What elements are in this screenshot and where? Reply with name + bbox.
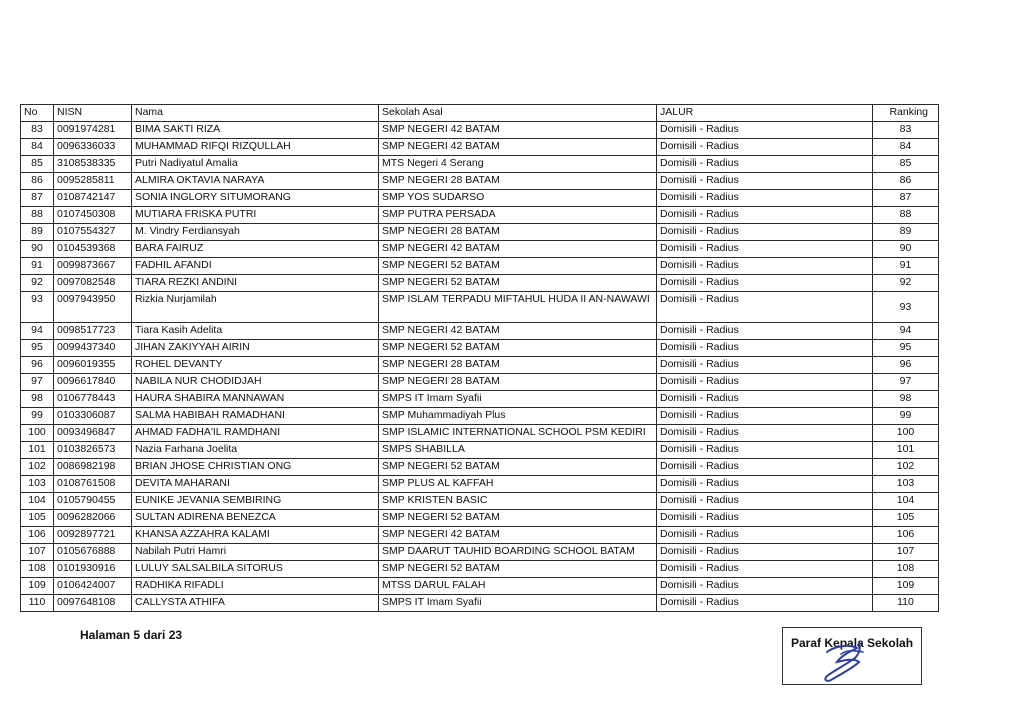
cell-no: 107: [21, 544, 54, 561]
cell-sekolah-asal: MTSS DARUL FALAH: [379, 578, 657, 595]
cell-no: 101: [21, 442, 54, 459]
table-row: [21, 544, 939, 561]
cell-no: 108: [21, 561, 54, 578]
cell-ranking: 94: [873, 323, 939, 340]
cell-sekolah-asal: SMP NEGERI 52 BATAM: [379, 340, 657, 357]
cell-jalur: Domisili - Radius: [657, 442, 873, 459]
cell-jalur: Domisili - Radius: [657, 323, 873, 340]
table-row: [21, 476, 939, 493]
header-jalur: JALUR: [657, 105, 873, 122]
cell-ranking: 103: [873, 476, 939, 493]
cell-ranking: 100: [873, 425, 939, 442]
cell-jalur: Domisili - Radius: [657, 374, 873, 391]
header-ranking: Ranking: [873, 105, 939, 122]
cell-ranking: 84: [873, 139, 939, 156]
cell-no: 83: [21, 122, 54, 139]
cell-nisn: 0097648108: [54, 595, 132, 612]
cell-sekolah-asal: SMP DAARUT TAUHID BOARDING SCHOOL BATAM: [379, 544, 657, 561]
cell-jalur: Domisili - Radius: [657, 544, 873, 561]
cell-sekolah-asal: SMP KRISTEN BASIC: [379, 493, 657, 510]
cell-jalur: Domisili - Radius: [657, 173, 873, 190]
table-row: [21, 357, 939, 374]
cell-jalur: Domisili - Radius: [657, 357, 873, 374]
cell-ranking: 95: [873, 340, 939, 357]
cell-nama: SULTAN ADIRENA BENEZCA: [132, 510, 379, 527]
cell-ranking: 85: [873, 156, 939, 173]
cell-sekolah-asal: SMP NEGERI 52 BATAM: [379, 258, 657, 275]
cell-sekolah-asal: SMP YOS SUDARSO: [379, 190, 657, 207]
cell-no: 94: [21, 323, 54, 340]
cell-nama: EUNIKE JEVANIA SEMBIRING: [132, 493, 379, 510]
cell-nama: Rizkia Nurjamilah: [132, 292, 379, 323]
table-row: [21, 442, 939, 459]
cell-nama: M. Vindry Ferdiansyah: [132, 224, 379, 241]
cell-nisn: 0096617840: [54, 374, 132, 391]
cell-sekolah-asal: SMP Muhammadiyah Plus: [379, 408, 657, 425]
table-row: [21, 425, 939, 442]
cell-no: 95: [21, 340, 54, 357]
cell-jalur: Domisili - Radius: [657, 408, 873, 425]
table-row: [21, 391, 939, 408]
table-row: [21, 241, 939, 258]
cell-sekolah-asal: SMP NEGERI 42 BATAM: [379, 323, 657, 340]
table-row: [21, 323, 939, 340]
cell-jalur: Domisili - Radius: [657, 241, 873, 258]
cell-ranking: 87: [873, 190, 939, 207]
cell-nisn: 0086982198: [54, 459, 132, 476]
cell-no: 88: [21, 207, 54, 224]
cell-sekolah-asal: SMP ISLAMIC INTERNATIONAL SCHOOL PSM KEDIRI: [379, 425, 657, 442]
cell-nama: BRIAN JHOSE CHRISTIAN ONG: [132, 459, 379, 476]
cell-sekolah-asal: SMP PUTRA PERSADA: [379, 207, 657, 224]
cell-nama: AHMAD FADHA'IL RAMDHANI: [132, 425, 379, 442]
cell-sekolah-asal: SMP NEGERI 28 BATAM: [379, 357, 657, 374]
page-prefix: Halaman: [80, 628, 134, 642]
table-body: [21, 122, 939, 612]
cell-sekolah-asal: SMP NEGERI 52 BATAM: [379, 275, 657, 292]
cell-nama: ROHEL DEVANTY: [132, 357, 379, 374]
cell-jalur: Domisili - Radius: [657, 224, 873, 241]
cell-sekolah-asal: SMP NEGERI 42 BATAM: [379, 527, 657, 544]
cell-nisn: 0108761508: [54, 476, 132, 493]
cell-nama: MUHAMMAD RIFQI RIZQULLAH: [132, 139, 379, 156]
student-ranking-table: [20, 104, 939, 612]
cell-no: 109: [21, 578, 54, 595]
cell-nisn: 0091974281: [54, 122, 132, 139]
cell-no: 105: [21, 510, 54, 527]
cell-nisn: 0098517723: [54, 323, 132, 340]
cell-sekolah-asal: SMP PLUS AL KAFFAH: [379, 476, 657, 493]
cell-nisn: 0105676888: [54, 544, 132, 561]
cell-no: 106: [21, 527, 54, 544]
cell-ranking: 105: [873, 510, 939, 527]
cell-nama: RADHIKA RIFADLI: [132, 578, 379, 595]
cell-nama: Tiara Kasih Adelita: [132, 323, 379, 340]
table-row: [21, 595, 939, 612]
table-row: [21, 258, 939, 275]
table-header-row: [21, 105, 939, 122]
cell-no: 86: [21, 173, 54, 190]
paraf-label: Paraf Kepala Sekolah: [791, 636, 914, 650]
cell-sekolah-asal: SMPS SHABILLA: [379, 442, 657, 459]
cell-no: 92: [21, 275, 54, 292]
cell-jalur: Domisili - Radius: [657, 527, 873, 544]
cell-nisn: 0107450308: [54, 207, 132, 224]
cell-ranking: 83: [873, 122, 939, 139]
cell-ranking: 110: [873, 595, 939, 612]
cell-nama: Nazia Farhana Joelita: [132, 442, 379, 459]
cell-no: 97: [21, 374, 54, 391]
table-row: [21, 156, 939, 173]
cell-ranking: 90: [873, 241, 939, 258]
cell-nisn: 0095285811: [54, 173, 132, 190]
cell-no: 99: [21, 408, 54, 425]
cell-no: 102: [21, 459, 54, 476]
cell-jalur: Domisili - Radius: [657, 122, 873, 139]
cell-no: 84: [21, 139, 54, 156]
cell-jalur: Domisili - Radius: [657, 292, 873, 323]
cell-nisn: 0093496847: [54, 425, 132, 442]
cell-nisn: 0096336033: [54, 139, 132, 156]
cell-nisn: 0096282066: [54, 510, 132, 527]
cell-nama: Putri Nadiyatul Amalia: [132, 156, 379, 173]
cell-jalur: Domisili - Radius: [657, 510, 873, 527]
cell-nama: FADHIL AFANDI: [132, 258, 379, 275]
cell-nisn: 0104539368: [54, 241, 132, 258]
cell-no: 110: [21, 595, 54, 612]
cell-ranking: 107: [873, 544, 939, 561]
table-row: [21, 139, 939, 156]
cell-sekolah-asal: SMP NEGERI 28 BATAM: [379, 224, 657, 241]
cell-nama: JIHAN ZAKIYYAH AIRIN: [132, 340, 379, 357]
table-row: [21, 207, 939, 224]
cell-ranking: 109: [873, 578, 939, 595]
cell-jalur: Domisili - Radius: [657, 139, 873, 156]
cell-jalur: Domisili - Radius: [657, 459, 873, 476]
cell-nama: HAURA SHABIRA MANNAWAN: [132, 391, 379, 408]
cell-ranking: 91: [873, 258, 939, 275]
cell-no: 87: [21, 190, 54, 207]
principal-initial-box: [782, 627, 922, 685]
cell-no: 96: [21, 357, 54, 374]
cell-jalur: Domisili - Radius: [657, 190, 873, 207]
cell-ranking: 97: [873, 374, 939, 391]
cell-jalur: Domisili - Radius: [657, 561, 873, 578]
cell-ranking: 104: [873, 493, 939, 510]
table-row: [21, 173, 939, 190]
cell-nisn: 0107554327: [54, 224, 132, 241]
cell-sekolah-asal: MTS Negeri 4 Serang: [379, 156, 657, 173]
table-row: [21, 408, 939, 425]
cell-nisn: 0099437340: [54, 340, 132, 357]
cell-jalur: Domisili - Radius: [657, 578, 873, 595]
cell-nisn: 0106778443: [54, 391, 132, 408]
cell-nama: BIMA SAKTI RIZA: [132, 122, 379, 139]
cell-nisn: 0092897721: [54, 527, 132, 544]
cell-no: 93: [21, 292, 54, 323]
cell-no: 90: [21, 241, 54, 258]
cell-ranking: 88: [873, 207, 939, 224]
table-row: [21, 459, 939, 476]
table-row: [21, 374, 939, 391]
cell-no: 85: [21, 156, 54, 173]
cell-ranking: 101: [873, 442, 939, 459]
cell-nisn: 0099873667: [54, 258, 132, 275]
cell-sekolah-asal: SMP NEGERI 52 BATAM: [379, 561, 657, 578]
cell-jalur: Domisili - Radius: [657, 476, 873, 493]
table-row: [21, 292, 939, 323]
cell-nama: NABILA NUR CHODIDJAH: [132, 374, 379, 391]
cell-nisn: 0097082548: [54, 275, 132, 292]
header-nama: Nama: [132, 105, 379, 122]
cell-jalur: Domisili - Radius: [657, 340, 873, 357]
cell-nisn: 3108538335: [54, 156, 132, 173]
table-row: [21, 275, 939, 292]
cell-nisn: 0103306087: [54, 408, 132, 425]
cell-jalur: Domisili - Radius: [657, 258, 873, 275]
cell-nisn: 0106424007: [54, 578, 132, 595]
cell-ranking: 86: [873, 173, 939, 190]
cell-sekolah-asal: SMP NEGERI 42 BATAM: [379, 122, 657, 139]
cell-ranking: 106: [873, 527, 939, 544]
cell-jalur: Domisili - Radius: [657, 595, 873, 612]
cell-nisn: 0101930916: [54, 561, 132, 578]
cell-jalur: Domisili - Radius: [657, 425, 873, 442]
cell-no: 98: [21, 391, 54, 408]
cell-ranking: 93: [873, 292, 939, 323]
cell-no: 100: [21, 425, 54, 442]
cell-sekolah-asal: SMP ISLAM TERPADU MIFTAHUL HUDA II AN-NAWAWI: [379, 292, 657, 323]
cell-nama: KHANSA AZZAHRA KALAMI: [132, 527, 379, 544]
table-row: [21, 340, 939, 357]
page-middle: dari: [140, 628, 169, 642]
signature-stroke: [825, 642, 859, 681]
cell-ranking: 92: [873, 275, 939, 292]
cell-jalur: Domisili - Radius: [657, 275, 873, 292]
cell-nama: MUTIARA FRISKA PUTRI: [132, 207, 379, 224]
cell-nama: SALMA HABIBAH RAMADHANI: [132, 408, 379, 425]
cell-no: 89: [21, 224, 54, 241]
header-nisn: NISN: [54, 105, 132, 122]
cell-jalur: Domisili - Radius: [657, 493, 873, 510]
table-row: [21, 190, 939, 207]
table-row: [21, 493, 939, 510]
table-row: [21, 224, 939, 241]
cell-sekolah-asal: SMP NEGERI 42 BATAM: [379, 139, 657, 156]
cell-ranking: 108: [873, 561, 939, 578]
cell-nama: DEVITA MAHARANI: [132, 476, 379, 493]
cell-sekolah-asal: SMP NEGERI 52 BATAM: [379, 459, 657, 476]
cell-sekolah-asal: SMP NEGERI 28 BATAM: [379, 374, 657, 391]
table-row: [21, 578, 939, 595]
cell-ranking: 98: [873, 391, 939, 408]
cell-sekolah-asal: SMPS IT Imam Syafii: [379, 595, 657, 612]
table-row: [21, 122, 939, 139]
cell-ranking: 89: [873, 224, 939, 241]
handwritten-signature: [783, 628, 921, 684]
cell-ranking: 99: [873, 408, 939, 425]
cell-sekolah-asal: SMP NEGERI 52 BATAM: [379, 510, 657, 527]
cell-no: 91: [21, 258, 54, 275]
cell-nisn: 0096019355: [54, 357, 132, 374]
cell-nama: CALLYSTA ATHIFA: [132, 595, 379, 612]
cell-jalur: Domisili - Radius: [657, 156, 873, 173]
cell-nama: SONIA INGLORY SITUMORANG: [132, 190, 379, 207]
cell-nisn: 0097943950: [54, 292, 132, 323]
cell-nama: BARA FAIRUZ: [132, 241, 379, 258]
cell-sekolah-asal: SMP NEGERI 28 BATAM: [379, 173, 657, 190]
table-row: [21, 527, 939, 544]
header-no: No: [21, 105, 54, 122]
table-row: [21, 561, 939, 578]
page-total: 23: [168, 628, 183, 642]
cell-no: 104: [21, 493, 54, 510]
cell-nisn: 0103826573: [54, 442, 132, 459]
page-number: [80, 628, 182, 642]
cell-nama: ALMIRA OKTAVIA NARAYA: [132, 173, 379, 190]
cell-nama: LULUY SALSALBILA SITORUS: [132, 561, 379, 578]
cell-jalur: Domisili - Radius: [657, 207, 873, 224]
cell-ranking: 102: [873, 459, 939, 476]
cell-jalur: Domisili - Radius: [657, 391, 873, 408]
cell-sekolah-asal: SMPS IT Imam Syafii: [379, 391, 657, 408]
cell-nama: TIARA REZKI ANDINI: [132, 275, 379, 292]
table-row: [21, 510, 939, 527]
cell-ranking: 96: [873, 357, 939, 374]
page-current: 5: [133, 628, 141, 642]
header-sekolah-asal: Sekolah Asal: [379, 105, 657, 122]
cell-no: 103: [21, 476, 54, 493]
cell-sekolah-asal: SMP NEGERI 42 BATAM: [379, 241, 657, 258]
cell-nisn: 0108742147: [54, 190, 132, 207]
cell-nisn: 0105790455: [54, 493, 132, 510]
cell-nama: Nabilah Putri Hamri: [132, 544, 379, 561]
